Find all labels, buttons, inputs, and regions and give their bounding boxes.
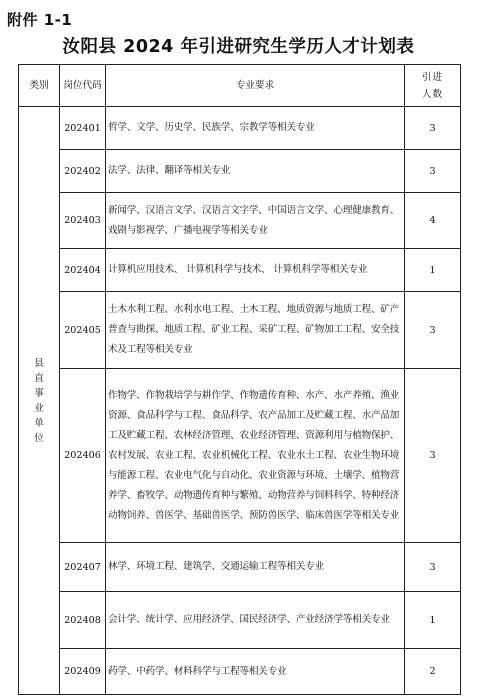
category-cell bbox=[19, 107, 60, 695]
position-code: 202406 bbox=[60, 369, 106, 543]
recruit-count: 4 bbox=[405, 193, 461, 249]
attachment-label: 附件 1-1 bbox=[7, 11, 73, 29]
table-row bbox=[19, 249, 461, 292]
major-requirement: 会计学、统计学、应用经济学、国民经济学、产业经济学等相关专业 bbox=[106, 592, 405, 649]
position-code: 202408 bbox=[60, 592, 106, 649]
table-row bbox=[19, 292, 461, 369]
table-row bbox=[19, 543, 461, 592]
recruit-count: 3 bbox=[405, 369, 461, 543]
major-requirement: 法学、法律、翻译等相关专业 bbox=[106, 150, 405, 193]
recruit-count: 3 bbox=[405, 292, 461, 369]
position-code: 202409 bbox=[60, 649, 106, 695]
table-row bbox=[19, 592, 461, 649]
position-code: 202404 bbox=[60, 249, 106, 292]
table-row bbox=[19, 150, 461, 193]
major-requirement: 土木水利工程、水利水电工程、土木工程、地质资源与地质工程、矿产普查与勘探、地质工程、矿业工程、采矿工程、矿物加工工程、安全技术及工程等相关专业 bbox=[106, 292, 405, 369]
header-recruit-count bbox=[405, 65, 461, 107]
table-header-row bbox=[19, 65, 461, 107]
major-requirement: 林学、环境工程、建筑学、交通运输工程等相关专业 bbox=[106, 543, 405, 592]
position-code: 202401 bbox=[60, 107, 106, 150]
position-code: 202405 bbox=[60, 292, 106, 369]
table-row bbox=[19, 193, 461, 249]
recruit-count: 3 bbox=[405, 543, 461, 592]
header-recruit-count-text: 引进人数 bbox=[421, 71, 444, 100]
talent-plan-table bbox=[18, 64, 461, 695]
position-code: 202402 bbox=[60, 150, 106, 193]
recruit-count: 1 bbox=[405, 249, 461, 292]
recruit-count: 3 bbox=[405, 107, 461, 150]
major-requirement: 作物学、作物栽培学与耕作学、作物遗传育种、水产、水产养殖、渔业资源、食品科学与工程、食品科学、农产品加工及贮藏工程、水产品加工及贮藏工程、农林经济管理、农业经济管理、资源利用与植物保护、农村发展、农业工程、农业机械化工程、农业水土工程、农业生物环境与能源工程、农业电气化与自动化、农业资源与环境、土壤学、植物营养学、畜牧学、动物遗传育种与繁殖、动物营养与饲料科学、特种经济动物饲养、兽医学、基础兽医学、预防兽医学、临床兽医学等相关专业 bbox=[106, 369, 405, 543]
major-requirement: 哲学、文学、历史学、民族学、宗教学等相关专业 bbox=[106, 107, 405, 150]
recruit-count: 2 bbox=[405, 649, 461, 695]
table-row bbox=[19, 369, 461, 543]
position-code: 202403 bbox=[60, 193, 106, 249]
position-code: 202407 bbox=[60, 543, 106, 592]
recruit-count: 1 bbox=[405, 592, 461, 649]
header-position-code: 岗位代码 bbox=[60, 65, 106, 107]
recruit-count: 3 bbox=[405, 150, 461, 193]
header-category: 类别 bbox=[19, 65, 60, 107]
document-title: 汝阳县 2024 年引进研究生学历人才计划表 bbox=[62, 37, 415, 57]
major-requirement: 新闻学、汉语言文学、汉语言文字学、中国语言文学、心理健康教育、戏剧与影视学、广播电视学等相关专业 bbox=[106, 193, 405, 249]
header-major-requirements: 专业要求 bbox=[106, 65, 405, 107]
major-requirement: 药学、中药学、材料科学与工程等相关专业 bbox=[106, 649, 405, 695]
major-requirement: 计算机应用技术、 计算机科学与技术、 计算机科学等相关专业 bbox=[106, 249, 405, 292]
category-text: 县直事业单位 bbox=[34, 357, 44, 444]
table-row bbox=[19, 107, 461, 150]
table-row bbox=[19, 649, 461, 695]
